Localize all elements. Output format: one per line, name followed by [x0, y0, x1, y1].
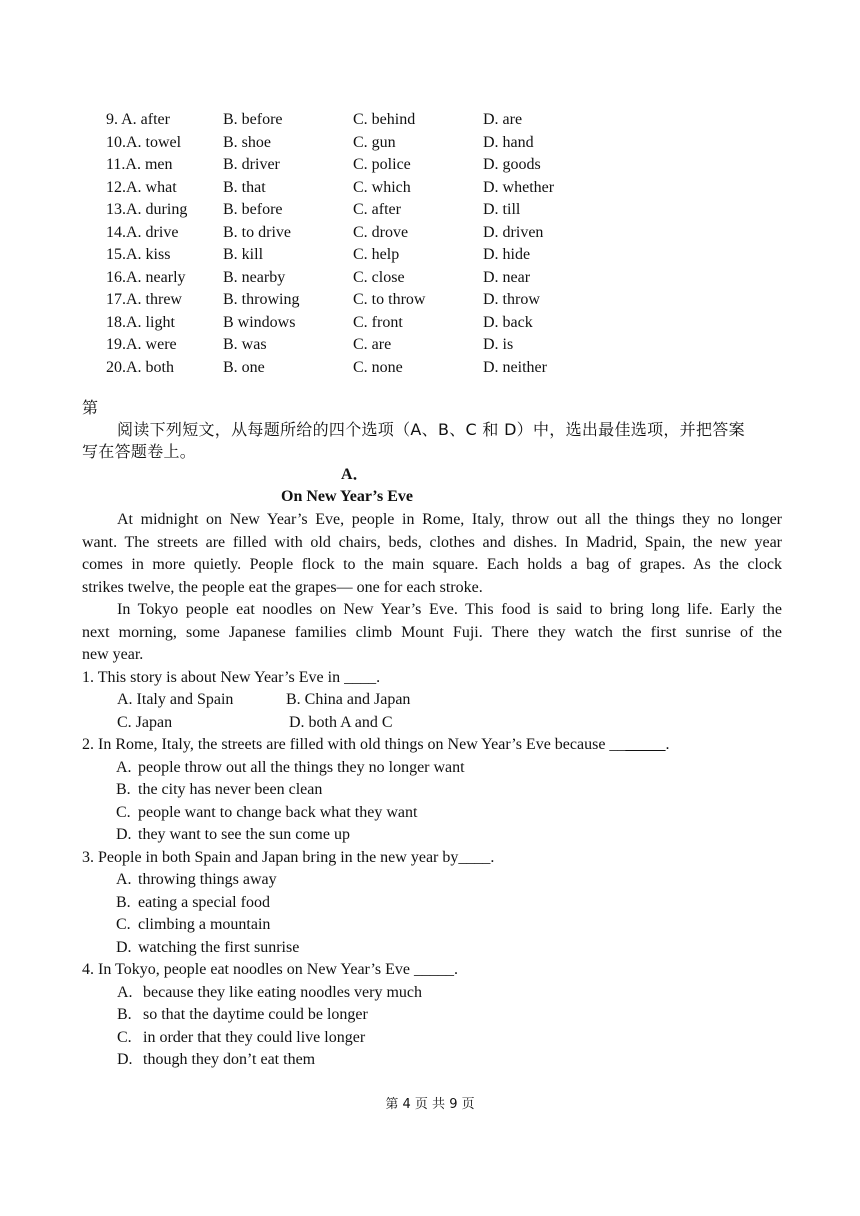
question-1-option-d: D. both A and C [289, 713, 393, 731]
question-2-blank: _____ [625, 736, 666, 753]
option-c: C. gun [353, 133, 396, 151]
question-4-option-a: A. because they like eating noodles very much [117, 983, 423, 1001]
option-a: 13.A. during [106, 201, 188, 218]
paragraph-line: comes in more quietly. People flock to the main square. Each holds a bag of grapes. As the clock [82, 556, 782, 573]
option-d: D. driven [483, 223, 544, 241]
page-footer: 第 4 页 共 9 页 [385, 1097, 475, 1112]
option-a: 10.A. towel [106, 133, 182, 151]
option-d: D. throw [483, 291, 540, 308]
option-a: 9. A. after [106, 111, 170, 128]
option-b: B. one [223, 358, 265, 376]
instructions-line-2: 写在答题卷上。 [82, 442, 197, 461]
paragraph-line: strikes twelve, the people eat the grapes— one for each stroke. [82, 578, 483, 596]
option-b: B. to drive [223, 223, 291, 241]
option-b: B. before [223, 201, 283, 218]
question-1-option-b: B. China and Japan [286, 691, 411, 708]
paragraph-line: new year. [82, 646, 144, 663]
option-d: D. hand [483, 133, 534, 151]
option-c: C. drove [353, 223, 409, 241]
question-1-stem: 1. This story is about New Year’s Eve in ____. [82, 668, 381, 686]
option-b: B. was [223, 336, 267, 353]
question-2-stem-text: 2. In Rome, Italy, the streets are filled with old things on New Year’s Eve because __ [82, 736, 626, 753]
paragraph-line: In Tokyo people eat noodles on New Year’s Eve. This food is said to bring long life. Early the [117, 601, 782, 618]
option-a: 15.A. kiss [106, 246, 171, 263]
option-b: B. driver [223, 156, 280, 173]
question-2-option-d: D. they want to see the sun come up [116, 826, 350, 843]
option-a: 20.A. both [106, 358, 174, 376]
option-d: D. near [483, 268, 531, 286]
question-4-stem: 4. In Tokyo, people eat noodles on New Year’s Eve _____. [82, 961, 459, 978]
option-d: D. neither [483, 358, 547, 376]
section-mark: 第 [82, 398, 99, 417]
option-c: C. to throw [353, 291, 426, 308]
option-d: D. whether [483, 178, 555, 196]
option-c: C. which [353, 178, 411, 196]
option-d: D. are [483, 111, 523, 128]
option-a: 14.A. drive [106, 223, 179, 241]
option-c: C. close [353, 268, 405, 286]
option-c: C. after [353, 201, 401, 218]
question-3-option-b: B. eating a special food [116, 893, 270, 911]
question-2-option-a: A. people throw out all the things they no longer want [116, 758, 465, 776]
option-a: 12.A. what [106, 178, 177, 196]
option-d: D. till [483, 201, 521, 218]
paragraph-line: next morning, some Japanese families climb Mount Fuji. There they watch the first sunrise of the [82, 623, 782, 641]
question-4-option-d: D. though they don’t eat them [117, 1051, 316, 1068]
instructions-line-1: 阅读下列短文，从每题所给的四个选项（A、B、C 和 D）中，选出最佳选项，并把答案 [117, 420, 745, 439]
option-d: D. goods [483, 156, 541, 173]
option-c: C. behind [353, 111, 416, 128]
option-d: D. hide [483, 246, 531, 263]
option-b: B. throwing [223, 291, 300, 308]
passage-title: On New Year’s Eve [281, 488, 413, 505]
option-c: C. none [353, 358, 403, 376]
option-a: 11.A. men [106, 156, 173, 173]
question-4-option-c: C. in order that they could live longer [117, 1028, 366, 1046]
option-b: B. before [223, 111, 283, 128]
question-1-option-a: A. Italy and Spain [117, 691, 234, 708]
question-3-option-a: A. throwing things away [116, 871, 277, 888]
option-b: B. kill [223, 246, 264, 263]
option-c: C. are [353, 336, 392, 353]
paragraph-line: At midnight on New Year’s Eve, people in Rome, Italy, throw out all the things they no longer [117, 511, 782, 528]
option-a: 18.A. light [106, 313, 175, 331]
question-2-option-c: C. people want to change back what they want [116, 803, 418, 821]
question-3-option-d: D. watching the first sunrise [116, 938, 300, 956]
option-a: 19.A. were [106, 336, 177, 353]
option-b: B windows [223, 313, 296, 331]
question-2-stem [82, 734, 669, 756]
question-2-option-b: B. the city has never been clean [116, 781, 323, 798]
option-c: C. front [353, 313, 403, 331]
option-c: C. help [353, 246, 400, 263]
option-d: D. back [483, 313, 533, 331]
question-4-option-b: B. so that the daytime could be longer [117, 1006, 368, 1023]
option-b: B. that [223, 178, 266, 196]
option-a: 17.A. threw [106, 291, 182, 308]
option-c: C. police [353, 156, 411, 173]
question-3-option-c: C. climbing a mountain [116, 916, 271, 933]
paragraph-line: want. The streets are filled with old chairs, beds, clothes and dishes. In Madrid, Spain, the new year [82, 533, 782, 551]
option-d: D. is [483, 336, 514, 353]
option-b: B. shoe [223, 133, 271, 151]
option-a: 16.A. nearly [106, 268, 186, 286]
question-2-stem-end: . [665, 736, 670, 753]
option-b: B. nearby [223, 268, 286, 286]
passage-label: A． [341, 466, 369, 483]
question-3-stem: 3. People in both Spain and Japan bring in the new year by____. [82, 848, 495, 866]
question-1-option-c: C. Japan [117, 713, 173, 731]
